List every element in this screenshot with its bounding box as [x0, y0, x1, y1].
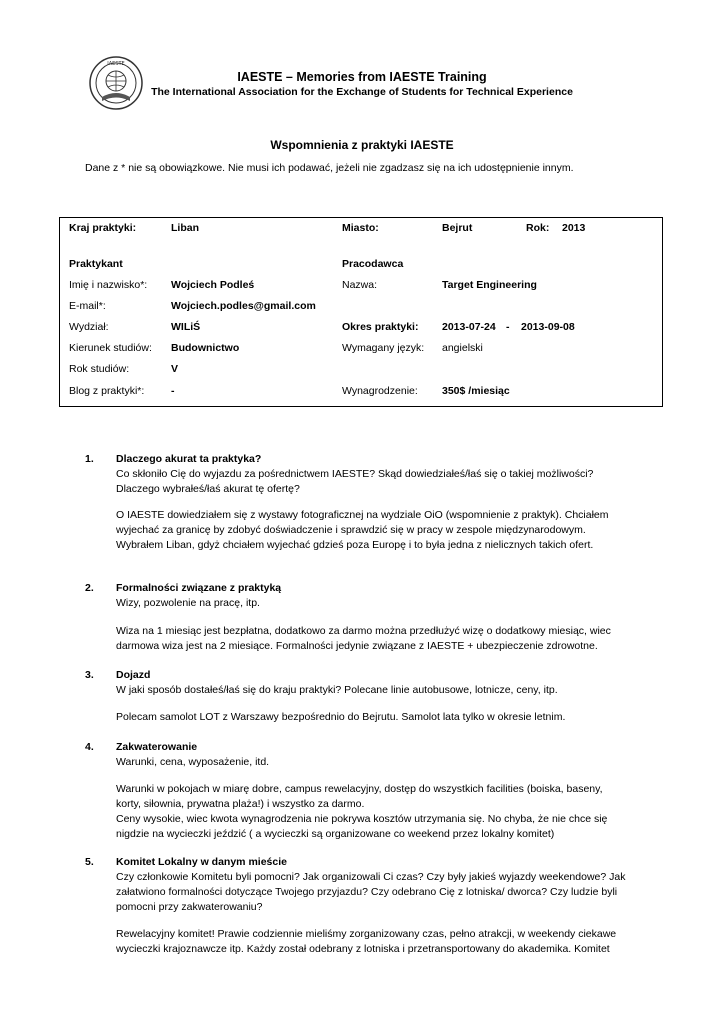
- okres-do: 2013-09-08: [521, 321, 575, 333]
- okres-sep: -: [506, 321, 510, 333]
- privacy-note: Dane z * nie są obowiązkowe. Nie musi ich podawać, jeżeli nie zgadzasz się na ich udostępnienie innym.: [85, 162, 574, 174]
- section-title: Komitet Lokalny w danym mieście: [116, 856, 287, 868]
- svg-text:IAESTE: IAESTE: [107, 61, 125, 67]
- rok-label: Rok:: [526, 222, 550, 234]
- header-subtitle: The International Association for the Exchange of Students for Technical Experience: [151, 86, 573, 98]
- section-title: Dojazd: [116, 669, 151, 681]
- nazwa-label: Nazwa:: [342, 279, 378, 291]
- okres-label: Okres praktyki:: [342, 321, 419, 333]
- section-title: Dlaczego akurat ta praktyka?: [116, 453, 262, 465]
- pracodawca-heading: Pracodawca: [342, 258, 404, 270]
- blog-label: Blog z praktyki*:: [69, 385, 145, 397]
- rok-studiow-value: V: [171, 363, 179, 375]
- rok-value: 2013: [562, 222, 586, 234]
- kraj-label: Kraj praktyki:: [69, 222, 137, 234]
- answer-line: nigdzie na wycieczki jeździć ( a wycieczki są organizowane co weekend przez lokalny komitet): [116, 828, 555, 840]
- rok-studiow-label: Rok studiów:: [69, 363, 130, 375]
- section-title: Formalności związane z praktyką: [116, 582, 282, 594]
- wynagrodzenie-value: 350$ /miesiąc: [442, 385, 510, 397]
- answer-line: Rewelacyjny komitet! Prawie codziennie mieliśmy zorganizowany czas, pełno atrakcji, w weekendy ciekawe: [116, 928, 617, 940]
- header-title: IAESTE – Memories from IAESTE Training: [237, 70, 487, 84]
- miasto-value: Bejrut: [442, 222, 473, 234]
- answer-line: Wiza na 1 miesiąc jest bezpłatna, dodatkowo za darmo można przedłużyć wizę o dodatkowy miesiąc, wiec: [116, 625, 611, 637]
- section-number: 1.: [85, 453, 94, 465]
- kierunek-label: Kierunek studiów:: [69, 342, 152, 354]
- question-line: Co skłoniło Cię do wyjazdu za pośrednictwem IAESTE? Skąd dowiedziałeś/łaś się o takiej możliwości?: [116, 468, 594, 480]
- answer-line: Ceny wysokie, wiec kwota wynagrodzenia nie pokrywa kosztów utrzymania się. No chyba, że nie chce się: [116, 813, 608, 825]
- miasto-label: Miasto:: [342, 222, 379, 234]
- okres-od: 2013-07-24: [442, 321, 496, 333]
- section-number: 4.: [85, 741, 94, 753]
- answer-line: O IAESTE dowiedziałem się z wystawy fotograficznej na wydziale OiO (wspomnienie z praktyk). Chciałem: [116, 509, 609, 521]
- answer-line: Warunki w pokojach w miarę dobre, campus rewelacyjny, dostęp do wszystkich facilities (boiska, baseny,: [116, 783, 603, 795]
- blog-value: -: [171, 385, 175, 397]
- section-number: 5.: [85, 856, 94, 868]
- email-value: Wojciech.podles@gmail.com: [171, 300, 316, 312]
- email-label: E-mail*:: [69, 300, 106, 312]
- kierunek-value: Budownictwo: [171, 342, 240, 354]
- answer-line: korty, siłownia, prywatna plaża!) i wszystko za darmo.: [116, 798, 365, 810]
- info-table: [59, 217, 663, 407]
- jezyk-value: angielski: [442, 342, 483, 354]
- question-line: Wizy, pozwolenie na pracę, itp.: [116, 597, 260, 609]
- wydzial-label: Wydział:: [69, 321, 109, 333]
- answer-line: Polecam samolot LOT z Warszawy bezpośrednio do Bejrutu. Samolot lata tylko w okresie letnim.: [116, 711, 566, 723]
- section-title: Zakwaterowanie: [116, 741, 198, 753]
- imie-label: Imię i nazwisko*:: [69, 279, 148, 291]
- section-number: 3.: [85, 669, 94, 681]
- kraj-value: Liban: [171, 222, 199, 234]
- question-line: załatwiono formalności dotyczące Twojego przyjazdu? Czy odebrano Cię z lotniska/ dworca? Czy ludzie byli: [116, 886, 618, 898]
- wynagrodzenie-label: Wynagrodzenie:: [342, 385, 418, 397]
- answer-line: wycieczki krajoznawcze itp. Każdy został odebrany z lotniska i przetransportowany do akademika. Komitet: [116, 943, 610, 955]
- praktykant-heading: Praktykant: [69, 258, 123, 270]
- question-line: Czy członkowie Komitetu byli pomocni? Jak organizowali Ci czas? Czy były jakieś wyjazdy weekendowe? Jak: [116, 871, 626, 883]
- answer-line: wyjechać za granicę by zdobyć doświadczenie i sprawdzić się w pracy w zespole międzynarodowym.: [116, 524, 586, 536]
- wydzial-value: WILiŚ: [171, 321, 201, 333]
- answer-line: Wybrałem Liban, gdyż chciałem wyjechać gdzieś poza Europę i to była jedna z nielicznych takich ofert.: [116, 539, 594, 551]
- imie-value: Wojciech Podleś: [171, 279, 255, 291]
- question-line: Warunki, cena, wyposażenie, itd.: [116, 756, 270, 768]
- question-line: W jaki sposób dostałeś/łaś się do kraju praktyki? Polecane linie autobusowe, lotnicze, ceny, itp.: [116, 684, 558, 696]
- question-line: pomocni przy zakwaterowaniu?: [116, 901, 263, 913]
- jezyk-label: Wymagany język:: [342, 342, 425, 354]
- question-line: Dlaczego wybrałeś/łaś akurat tę ofertę?: [116, 483, 300, 495]
- document-title: Wspomnienia z praktyki IAESTE: [270, 138, 454, 152]
- nazwa-value: Target Engineering: [442, 279, 537, 291]
- answer-line: darmowa wiza jest na 2 miesiące. Formalności jedynie związane z IAESTE + ubezpieczenie zdrowotne.: [116, 640, 598, 652]
- section-number: 2.: [85, 582, 94, 594]
